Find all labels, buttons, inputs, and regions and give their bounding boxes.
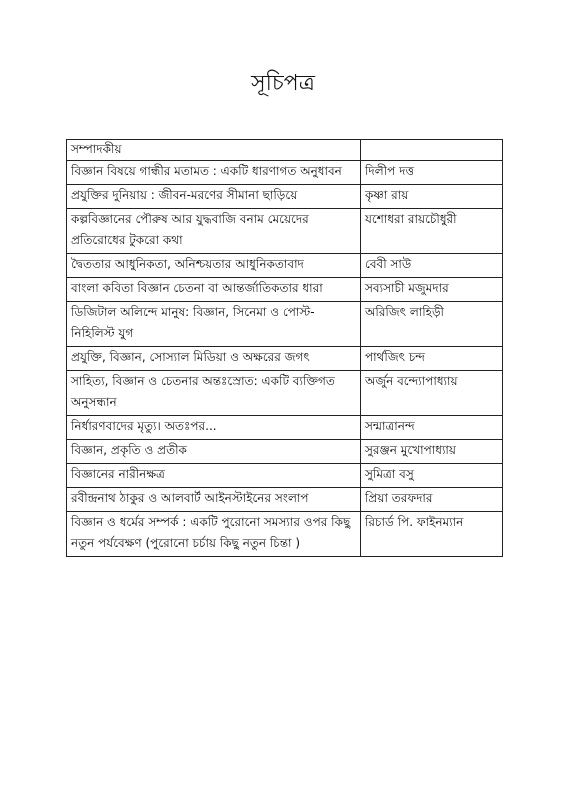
article-title-cell: প্রযুক্তি, বিজ্ঞান, সোস্যাল মিডিয়া ও অক্ষরের জগৎ bbox=[67, 347, 361, 371]
table-row bbox=[67, 440, 503, 464]
article-author-cell: সব্যসাচী মজুমদার bbox=[361, 278, 503, 302]
article-author-cell: যশোধরা রায়চৌধুরী bbox=[361, 209, 503, 254]
table-row bbox=[67, 512, 503, 557]
article-author-cell: অরিজিৎ লাহিড়ী bbox=[361, 302, 503, 347]
article-title-cell: বিজ্ঞান বিষয়ে গান্ধীর মতামত : একটি ধারণাগত অনুধাবন bbox=[67, 161, 361, 185]
page-title: সূচিপত্র bbox=[251, 71, 315, 96]
article-title-cell: রবীন্দ্রনাথ ঠাকুর ও আলবার্ট আইনস্টাইনের সংলাপ bbox=[67, 488, 361, 512]
table-row bbox=[67, 464, 503, 488]
article-author-cell: বেবী সাউ bbox=[361, 254, 503, 278]
article-author-cell: প্রিয়া তরফদার bbox=[361, 488, 503, 512]
article-author-cell: কৃষ্ণা রায় bbox=[361, 185, 503, 209]
article-title-cell: ডিজিটাল অলিন্দে মানুষ: বিজ্ঞান, সিনেমা ও পোস্ট-নিহিলিস্ট যুগ bbox=[67, 302, 361, 347]
table-row bbox=[67, 371, 503, 416]
table-row-editorial bbox=[67, 140, 503, 161]
article-author-cell: দিলীপ দত্ত bbox=[361, 161, 503, 185]
article-title-cell: নির্ধারণবাদের মৃত্যু। অতঃপর... bbox=[67, 416, 361, 440]
article-title-cell: প্রযুক্তির দুনিয়ায় : জীবন-মরণের সীমানা ছাড়িয়ে bbox=[67, 185, 361, 209]
table-row bbox=[67, 347, 503, 371]
table-row bbox=[67, 416, 503, 440]
contents-table bbox=[66, 139, 503, 557]
table-row bbox=[67, 209, 503, 254]
article-title-cell: বাংলা কবিতা বিজ্ঞান চেতনা বা আন্তর্জাতিকতার ধারা bbox=[67, 278, 361, 302]
article-title-cell: বিজ্ঞান, প্রকৃতি ও প্রতীক bbox=[67, 440, 361, 464]
article-title-cell: বিজ্ঞানের নারীনক্ষত্র bbox=[67, 464, 361, 488]
table-row bbox=[67, 302, 503, 347]
article-title-cell: দ্বৈততার আধুনিকতা, অনিশ্চয়তার আধুনিকতাবাদ bbox=[67, 254, 361, 278]
table-row bbox=[67, 278, 503, 302]
article-author-cell: অর্জুন বন্দ্যোপাধ্যায় bbox=[361, 371, 503, 416]
article-title-cell: কল্পবিজ্ঞানের পৌরুষ আর যুদ্ধবাজি বনাম মেয়েদের প্রতিরোধের টুকরো কথা bbox=[67, 209, 361, 254]
article-author-cell: রিচার্ড পি. ফাইনম্যান bbox=[361, 512, 503, 557]
article-title-cell: বিজ্ঞান ও ধর্মের সম্পর্ক : একটি পুরোনো সমস্যার ওপর কিছু নতুন পর্যবেক্ষণ (পুরোনো চর্চায় কিছু নতুন চিন্তা ) bbox=[67, 512, 361, 557]
editorial-author-cell bbox=[361, 140, 503, 161]
article-author-cell: সুরঞ্জন মুখোপাধ্যায় bbox=[361, 440, 503, 464]
table-row bbox=[67, 185, 503, 209]
article-author-cell: সন্মাত্রানন্দ bbox=[361, 416, 503, 440]
article-author-cell: সুমিত্রা বসু bbox=[361, 464, 503, 488]
article-title-cell: সাহিত্য, বিজ্ঞান ও চেতনার অন্তঃস্রোত: একটি ব্যক্তিগত অনুসন্ধান bbox=[67, 371, 361, 416]
editorial-cell: সম্পাদকীয় bbox=[67, 140, 361, 161]
table-row bbox=[67, 161, 503, 185]
article-author-cell: পার্থজিৎ চন্দ bbox=[361, 347, 503, 371]
table-row bbox=[67, 254, 503, 278]
table-row bbox=[67, 488, 503, 512]
